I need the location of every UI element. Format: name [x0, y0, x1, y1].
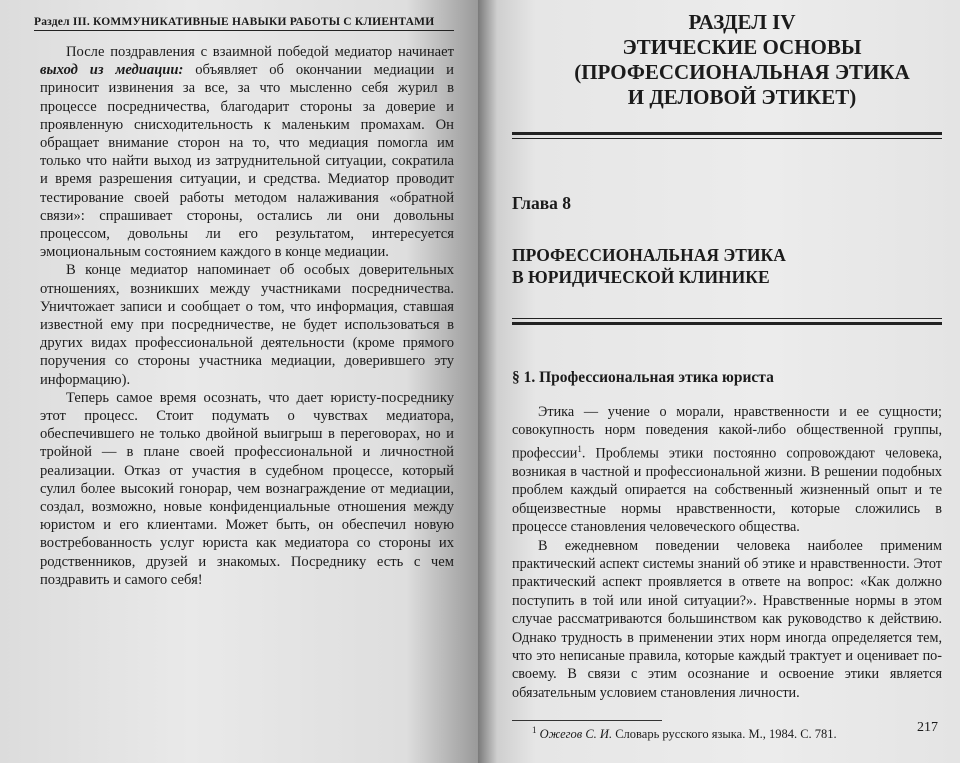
left-body-text — [40, 43, 454, 589]
emphasis-term: выход из медиации: — [40, 62, 184, 79]
left-page — [0, 0, 478, 763]
running-head: Раздел III. КОММУНИКАТИВНЫЕ НАВЫКИ РАБОТЫ С КЛИЕНТАМИ — [34, 16, 454, 31]
footnote-ref[interactable]: 1 — [577, 443, 582, 454]
footnote: $^1$ Ожегов С. И. Словарь русского языка. М., 1984. С. 781. — [532, 725, 837, 742]
paragraph: Теперь самое время осознать, что дает юристу-посреднику этот процесс. Стоит подумать о чувствах медиатора, обеспечившего не только двойной выигрыш в переговорах, но и тройной — в плане своей профессиональной и личностной реализации. Отказ от участия в судебном процессе, который сулил более высокий гонорар, чем вознаграждение от медиации, создал, возможно, новые конфиденциальные отношения между юристом и его клиентами. Может быть, он обеспечил новую востребованность услуг юриста как медиатора со стороны их родственников, друзей и знакомых. Посреднику есть с чем поздравить и самого себя! — [40, 389, 454, 588]
divider-rule — [512, 138, 942, 139]
right-page — [478, 0, 960, 763]
section-title: РАЗДЕЛ IV ЭТИЧЕСКИЕ ОСНОВЫ (ПРОФЕССИОНАЛЬНАЯ ЭТИКА И ДЕЛОВОЙ ЭТИКЕТ) — [574, 10, 910, 109]
right-body-text — [512, 403, 942, 702]
paragraph: В конце медиатор напоминает об особых доверительных отношениях, возникших между участниками посредничества. Уничтожает записи и сообщает о том, что информация, ставшая известной ему при посредничестве, не будет использоваться в других видах профессиональной деятельности (кроме прямого поручения со стороны участника медиации, доверившего эту информацию). — [40, 262, 454, 388]
chapter-title: ПРОФЕССИОНАЛЬНАЯ ЭТИКА В ЮРИДИЧЕСКОЙ КЛИНИКЕ — [512, 245, 786, 287]
paragraph: В ежедневном поведении человека наиболее применим практический аспект системы знаний об этике и нравственности. Этот практический аспект проявляется в ответе на вопрос: «Как должно поступить в той или иной ситуации?». Нравственные нормы в этом случае рассматриваются большинством как руководство к действию. Однако трудность в применении этих норм иногда определяется тем, что это неписаные правила, которые каждый трактует и оценивает по-своему. В связи с этим осознание и освоение этики является обязательным условием становления личности. — [512, 537, 942, 701]
paragraph-heading: § 1. Профессиональная этика юриста — [512, 369, 774, 386]
footnote-rule — [512, 720, 662, 721]
chapter-number: Глава 8 — [512, 193, 572, 213]
divider-rule — [512, 322, 942, 325]
footnote-author: Ожегов С. И. — [539, 727, 613, 742]
divider-rule — [512, 318, 942, 319]
page-number: 217 — [917, 720, 938, 735]
paragraph: Этика — учение о морали, нравственности и ее сущности; совокупность норм поведения какой-либо общественной группы, профессии$^1$. Проблемы этики постоянно сопровождают человека, возникая в частной и профессиональной жизни. В решении подобных проблем каждый опирается на собственный жизненный опыт и те общеизвестные нормы нравственности, которые сложились в процессе становления человеческого общества. — [512, 404, 942, 536]
divider-rule — [512, 132, 942, 135]
paragraph: После поздравления с взаимной победой медиатор начинает выход из медиации: объявляет об окончании медиации и приносит извинения за все, за что мысленно себя журил в процессе посредничества, благодарит стороны за доверие и проявленную снисходительность к маленьким промахам. Он обращает внимание сторон на то, что медиация помогла им только что найти выход из затруднительной ситуации, сократила и время разрешения ситуации, и средства. Медиатор проводит тестирование своей работы методом налаживания «обратной связи»: спрашивает стороны, остались ли они довольны процессом, довольны ли его результатом, интересуется эмоциональным состоянием каждого в конце медиации. — [40, 44, 454, 261]
